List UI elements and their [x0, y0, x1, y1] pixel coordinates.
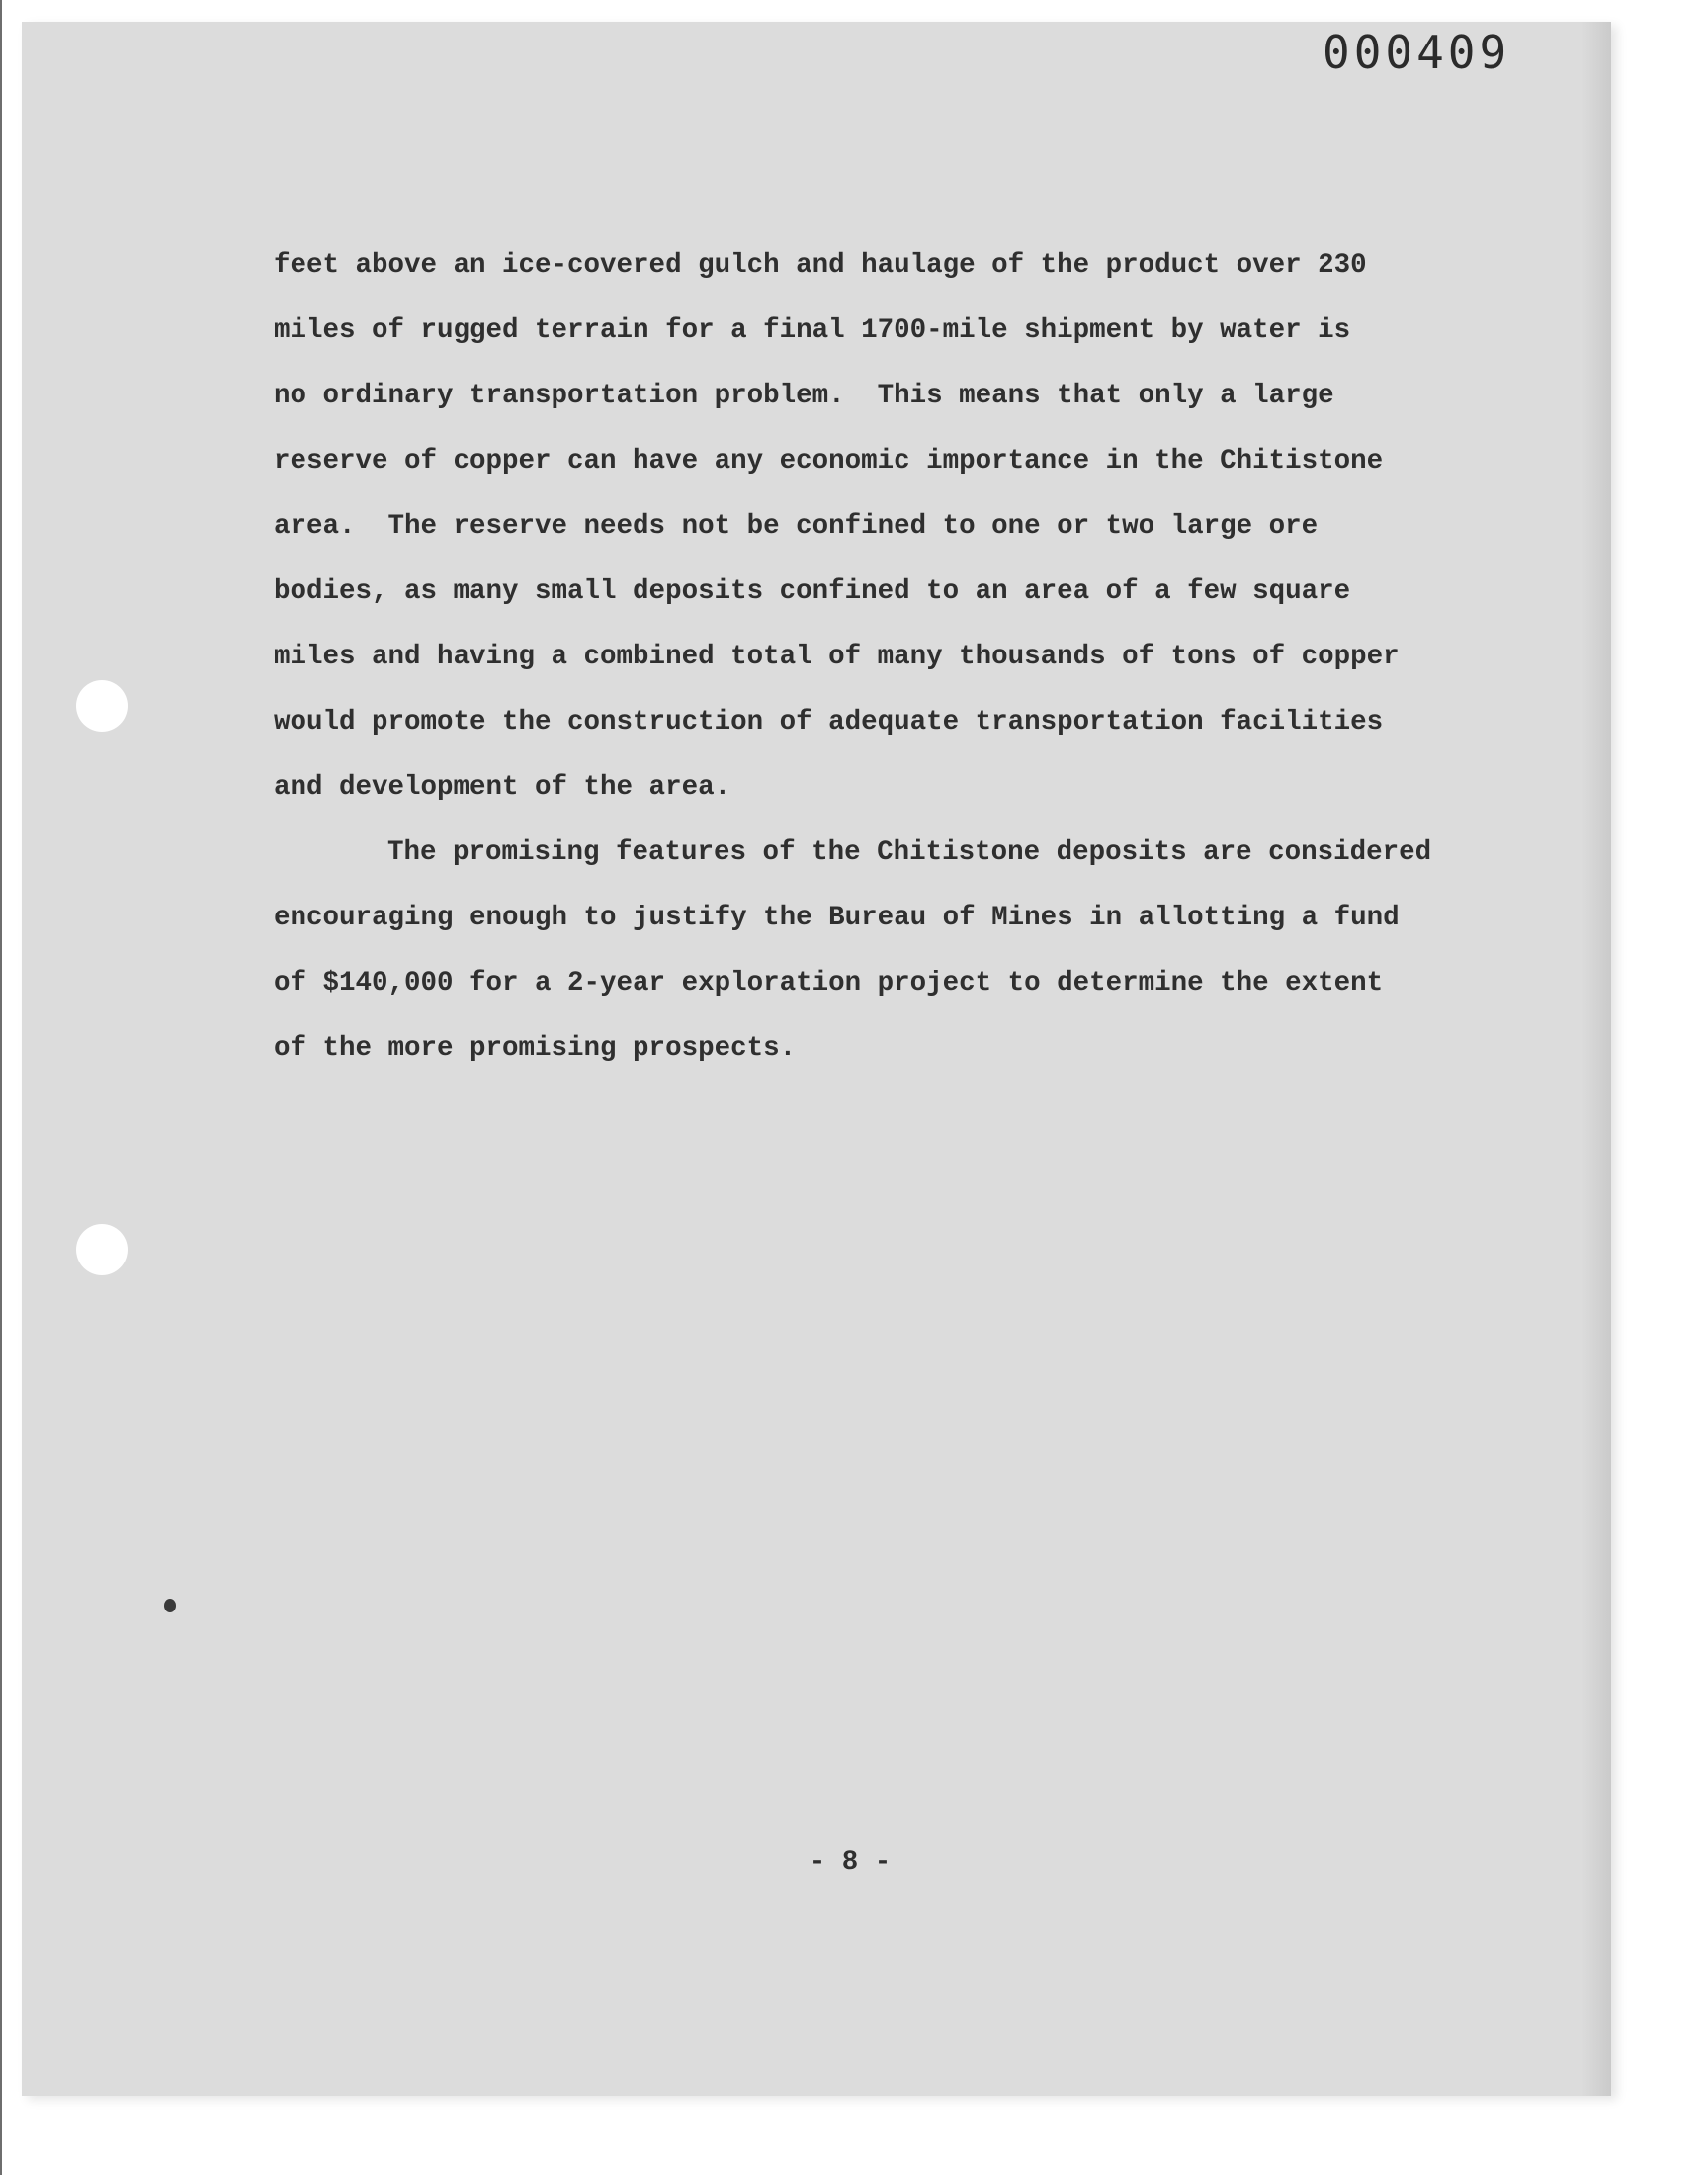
punch-hole: [76, 680, 128, 732]
text-line: bodies, as many small deposits confined to an area of a few square: [274, 576, 1351, 607]
text-line: The promising features of the Chitistone deposits are considered: [387, 837, 1432, 868]
body-text: [274, 233, 1460, 1082]
text-line: area. The reserve needs not be confined to one or two large ore: [274, 511, 1319, 542]
text-line: would promote the construction of adequate transportation facilities: [274, 707, 1384, 738]
text-line: feet above an ice-covered gulch and haulage of the product over 230: [274, 250, 1367, 281]
sheet-edge-shadow: [1581, 22, 1611, 2096]
text-line: reserve of copper can have any economic importance in the Chitistone: [274, 446, 1384, 477]
text-line: miles and having a combined total of many thousands of tons of copper: [274, 642, 1400, 672]
punch-hole: [76, 1224, 128, 1275]
stamp-number: 000409: [1323, 26, 1511, 79]
text-line: miles of rugged terrain for a final 1700-mile shipment by water is: [274, 315, 1351, 346]
page-number: - 8 -: [809, 1847, 892, 1877]
text-line: of the more promising prospects.: [274, 1033, 797, 1064]
text-line: encouraging enough to justify the Bureau of Mines in allotting a fund: [274, 903, 1400, 933]
text-line: no ordinary transportation problem. This means that only a large: [274, 381, 1334, 411]
ink-speck: [164, 1599, 176, 1612]
scan-edge: [0, 0, 2, 2175]
text-line: and development of the area.: [274, 772, 731, 803]
text-line: of $140,000 for a 2-year exploration project to determine the extent: [274, 968, 1384, 999]
